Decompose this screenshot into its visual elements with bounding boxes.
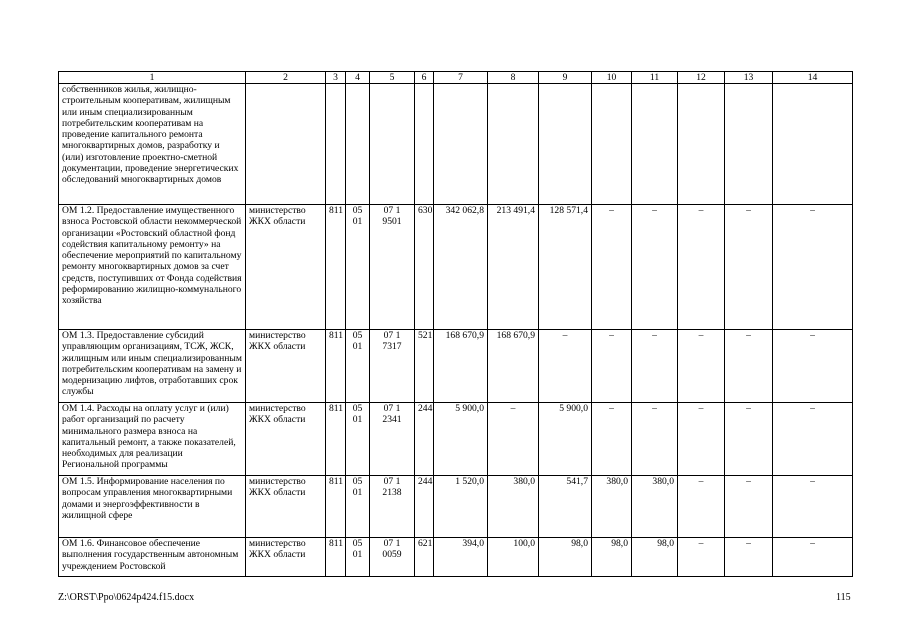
budget-code-cell: 05 01 — [346, 476, 370, 538]
amount-cell: 342 062,8 — [434, 205, 488, 330]
budget-code-cell: 05 01 — [346, 205, 370, 330]
column-number-2: 2 — [246, 72, 326, 84]
amount-cell: 380,0 — [592, 476, 632, 538]
table-row — [59, 538, 853, 577]
amount-cell: – — [773, 403, 853, 476]
budget-code-cell: 811 — [326, 330, 346, 403]
amount-cell: – — [773, 476, 853, 538]
table-body — [59, 72, 853, 577]
budget-code-cell: 05 01 — [346, 330, 370, 403]
amount-cell: – — [592, 403, 632, 476]
amount-cell: – — [539, 330, 592, 403]
column-number-6: 6 — [415, 72, 434, 84]
measure-description: ОМ 1.6. Финансовое обеспечение выполнения государственным автономным учреждением Ростовской — [59, 538, 246, 577]
budget-table — [58, 71, 853, 577]
budget-code-cell: 05 01 — [346, 538, 370, 577]
budget-code-cell: 07 1 9501 — [370, 205, 415, 330]
amount-cell: 5 900,0 — [434, 403, 488, 476]
measure-description: ОМ 1.4. Расходы на оплату услуг и (или) работ организаций по расчету минимального размера взноса на капитальный ремонт, а также показателей, необходимых для реализации Региональной программы — [59, 403, 246, 476]
amount-cell: 394,0 — [434, 538, 488, 577]
column-number-9: 9 — [539, 72, 592, 84]
table-row — [59, 205, 853, 330]
measure-description: собственников жилья, жилищно-строительным кооперативам, жилищным или иным специализированным потребительским кооперативам на проведение капитального ремонта многоквартирных домов, разработку и (или) изготовление проектно-сметной документации, проведение энергетических обследований многоквартирных домов — [59, 84, 246, 205]
amount-cell: – — [488, 403, 539, 476]
amount-cell: – — [678, 403, 725, 476]
column-number-11: 11 — [632, 72, 678, 84]
column-number-1: 1 — [59, 72, 246, 84]
budget-code-cell: 07 1 7317 — [370, 330, 415, 403]
amount-cell: 213 491,4 — [488, 205, 539, 330]
executor-cell: министерство ЖКХ области — [246, 538, 326, 577]
column-number-3: 3 — [326, 72, 346, 84]
budget-code-cell: 811 — [326, 476, 346, 538]
amount-cell — [725, 84, 773, 205]
amount-cell: – — [592, 205, 632, 330]
amount-cell: 168 670,9 — [488, 330, 539, 403]
column-number-10: 10 — [592, 72, 632, 84]
amount-cell: – — [632, 403, 678, 476]
amount-cell: 380,0 — [632, 476, 678, 538]
column-number-7: 7 — [434, 72, 488, 84]
amount-cell: 100,0 — [488, 538, 539, 577]
executor-cell: министерство ЖКХ области — [246, 205, 326, 330]
file-path: Z:\ORST\Ppo\0624p424.f15.docx — [58, 592, 195, 603]
table-row — [59, 403, 853, 476]
amount-cell: – — [678, 205, 725, 330]
amount-cell — [678, 84, 725, 205]
budget-code-cell — [370, 84, 415, 205]
executor-cell: министерство ЖКХ области — [246, 476, 326, 538]
amount-cell: – — [678, 330, 725, 403]
amount-cell: 168 670,9 — [434, 330, 488, 403]
amount-cell: 98,0 — [539, 538, 592, 577]
amount-cell — [592, 84, 632, 205]
column-number-8: 8 — [488, 72, 539, 84]
amount-cell: – — [725, 205, 773, 330]
amount-cell: – — [725, 403, 773, 476]
budget-code-cell: 811 — [326, 205, 346, 330]
amount-cell: 541,7 — [539, 476, 592, 538]
budget-code-cell — [415, 84, 434, 205]
amount-cell: – — [725, 538, 773, 577]
amount-cell: – — [773, 538, 853, 577]
amount-cell — [434, 84, 488, 205]
budget-code-cell: 811 — [326, 403, 346, 476]
budget-code-cell: 244 — [415, 476, 434, 538]
column-number-row — [59, 72, 853, 84]
budget-code-cell: 07 1 2341 — [370, 403, 415, 476]
measure-description: ОМ 1.3. Предоставление субсидий управляющим организациям, ТСЖ, ЖСК, жилищным или иным специализированным потребительским кооперативам на замену и модернизацию лифтов, отработавших срок службы — [59, 330, 246, 403]
column-number-12: 12 — [678, 72, 725, 84]
amount-cell: – — [632, 205, 678, 330]
amount-cell — [488, 84, 539, 205]
column-number-5: 5 — [370, 72, 415, 84]
amount-cell: 128 571,4 — [539, 205, 592, 330]
budget-code-cell: 244 — [415, 403, 434, 476]
budget-code-cell: 521 — [415, 330, 434, 403]
executor-cell: министерство ЖКХ области — [246, 330, 326, 403]
amount-cell: – — [632, 330, 678, 403]
amount-cell: 1 520,0 — [434, 476, 488, 538]
amount-cell: – — [678, 538, 725, 577]
amount-cell: 98,0 — [632, 538, 678, 577]
amount-cell — [773, 84, 853, 205]
budget-code-cell: 05 01 — [346, 403, 370, 476]
amount-cell: 380,0 — [488, 476, 539, 538]
measure-description: ОМ 1.5. Информирование населения по вопросам управления многоквартирными домами и энергоэффективности в жилищной сфере — [59, 476, 246, 538]
table-row — [59, 330, 853, 403]
table-row — [59, 476, 853, 538]
page-number: 115 — [836, 592, 851, 603]
table-row — [59, 84, 853, 205]
column-number-14: 14 — [773, 72, 853, 84]
executor-cell: министерство ЖКХ области — [246, 403, 326, 476]
column-number-4: 4 — [346, 72, 370, 84]
amount-cell: – — [725, 330, 773, 403]
budget-code-cell: 621 — [415, 538, 434, 577]
budget-code-cell: 811 — [326, 538, 346, 577]
budget-code-cell: 07 1 2138 — [370, 476, 415, 538]
measure-description: ОМ 1.2. Предоставление имущественного взноса Ростовской области некоммерческой организации «Ростовский областной фонд содействия капитальному ремонту» на обеспечение мероприятий по капитальному ремонту многоквартирных домов за счет средств, поступивших от Фонда содействия реформированию жилищно-коммунального хозяйства — [59, 205, 246, 330]
budget-code-cell: 07 1 0059 — [370, 538, 415, 577]
column-number-13: 13 — [725, 72, 773, 84]
amount-cell: – — [592, 330, 632, 403]
budget-code-cell: 630 — [415, 205, 434, 330]
amount-cell — [632, 84, 678, 205]
amount-cell: – — [678, 476, 725, 538]
amount-cell: – — [725, 476, 773, 538]
budget-code-cell — [346, 84, 370, 205]
amount-cell — [539, 84, 592, 205]
amount-cell: – — [773, 205, 853, 330]
amount-cell: 98,0 — [592, 538, 632, 577]
executor-cell — [246, 84, 326, 205]
amount-cell: – — [773, 330, 853, 403]
budget-code-cell — [326, 84, 346, 205]
amount-cell: 5 900,0 — [539, 403, 592, 476]
